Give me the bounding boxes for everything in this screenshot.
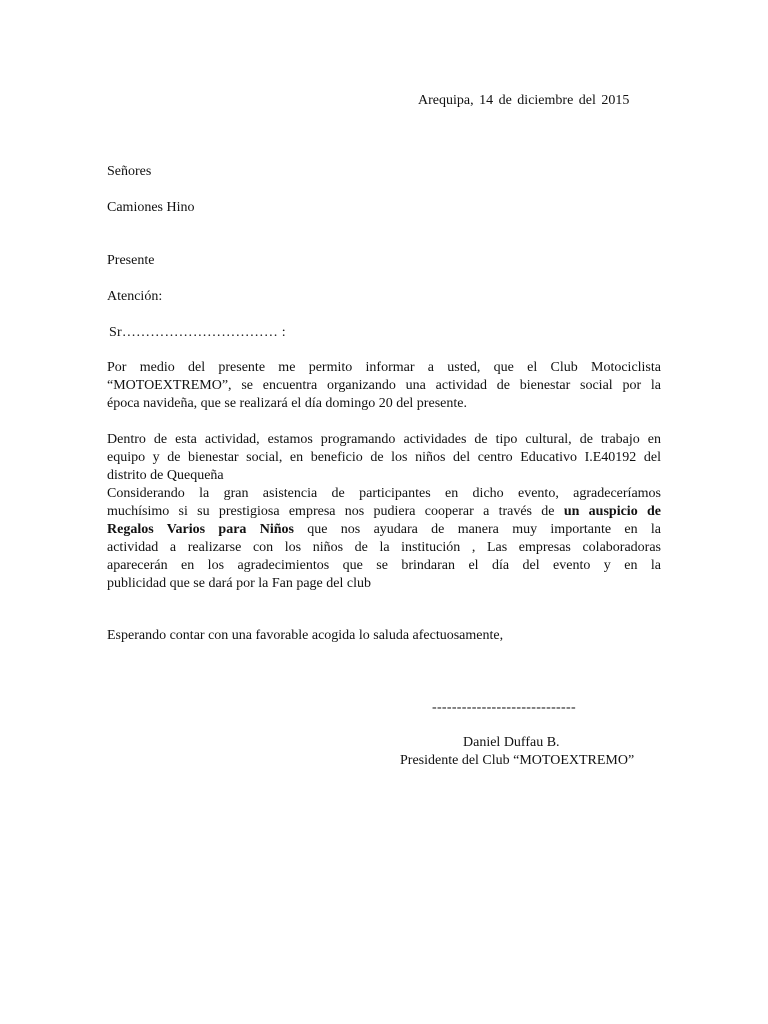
- paragraph-line: publicidad que se dará por la Fan page del club: [107, 576, 371, 591]
- paragraph-line: distrito de Quequeña: [107, 468, 224, 483]
- gifts-phrase: Regalos Varios para Niños: [107, 522, 294, 537]
- recipient-name: Camiones Hino: [107, 200, 195, 215]
- letter-date: Arequipa, 14 de diciembre del 2015: [418, 93, 630, 108]
- paragraph-activities: [107, 431, 661, 485]
- paragraph-line: Considerando la gran asistencia de participantes en dicho evento, agradeceríamos: [107, 486, 661, 501]
- sponsorship-phrase: un auspicio de: [563, 504, 661, 519]
- paragraph-line: época navideña, que se realizará el día domingo 20 del presente.: [107, 396, 467, 411]
- paragraph-intro: [107, 359, 661, 413]
- paragraph-line: “MOTOEXTREMO”, se encuentra organizando una actividad de bienestar social por la: [107, 378, 661, 393]
- paragraph-request: [107, 485, 661, 593]
- request-text: que nos ayudara de manera muy importante en la: [293, 522, 661, 537]
- signer-role: Presidente del Club “MOTOEXTREMO”: [400, 753, 635, 768]
- request-text: muchísimo si su prestigiosa empresa nos pudiera cooperar a través de: [107, 504, 564, 519]
- closing-text: Esperando contar con una favorable acogida lo saluda afectuosamente,: [107, 628, 504, 643]
- presente-label: Presente: [107, 253, 155, 268]
- paragraph-line: aparecerán en los agradecimientos que se brindaran el día del evento y en la: [107, 558, 661, 573]
- paragraph-line: Por medio del presente me permito informar a usted, que el Club Motociclista: [107, 360, 661, 375]
- salutation: Señores: [107, 164, 152, 179]
- signature-line: -----------------------------: [432, 700, 576, 715]
- paragraph-line: equipo y de bienestar social, en beneficio de los niños del centro Educativo I.E40192 del: [107, 450, 661, 465]
- paragraph-line: [107, 503, 661, 521]
- paragraph-line: Dentro de esta actividad, estamos programando actividades de tipo cultural, de trabajo en: [107, 432, 661, 447]
- attention-recipient-line: Sr…………………………… :: [109, 325, 286, 340]
- attention-label: Atención:: [107, 289, 163, 304]
- paragraph-line: actividad a realizarse con los niños de la institución , Las empresas colaboradoras: [107, 540, 661, 555]
- closing-paragraph: [107, 627, 661, 645]
- signer-name: Daniel Duffau B.: [463, 735, 560, 750]
- paragraph-line: [107, 521, 661, 539]
